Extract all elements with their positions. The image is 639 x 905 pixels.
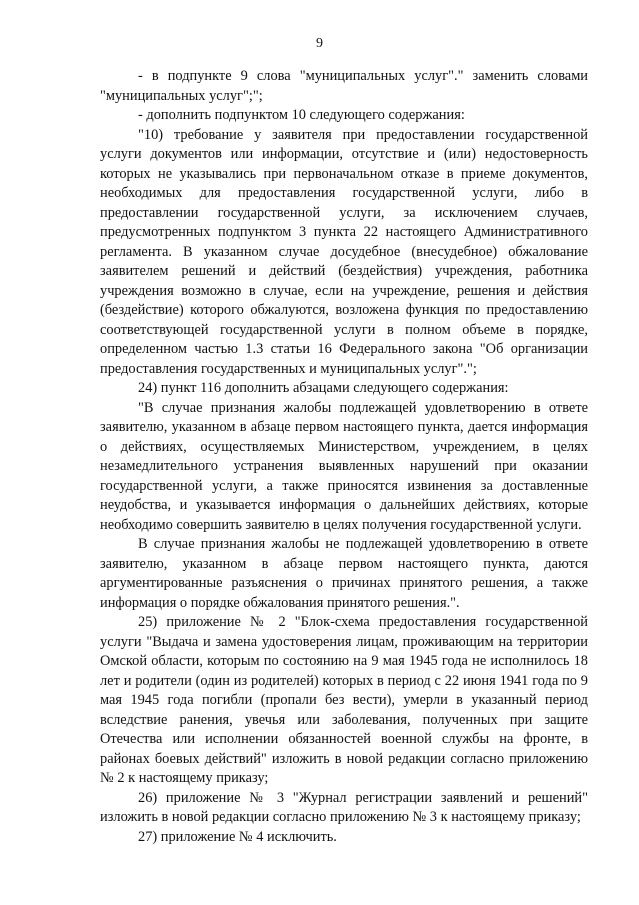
paragraph-item-26: 26) приложение № 3 "Журнал регистрации заявлений и решений" изложить в новой редакции согласно приложению № 3 к настоящему приказу; — [100, 789, 588, 825]
paragraph-subitem-10-text: "10) требование у заявителя при предоставлении государственной услуги документов или информации, отсутствие и (или) недостоверность которых не указывались при первоначальном отказе в приеме документов, необходимых для предоставления государственной услуги, либо в предоставлении государственной услуги, за исключением случаев, предусмотренных подпунктом 3 пункта 22 настоящего Административного регламента. В указанном случае досудебное (внесудебное) обжалование заявителем решений и действий (бездействия) учреждения, работника учреждения возможно в случае, если на учреждение, решения и действия (бездействие) которого обжалуются, возложена функция по предоставлению соответствующей государственной услуги в полном объеме в порядке, определенном частью 1.3 статьи 16 Федерального закона "Об организации предоставления государственных и муниципальных услуг"."; — [100, 126, 588, 377]
paragraph-add-subitem-10: - дополнить подпунктом 10 следующего содержания: — [138, 107, 465, 123]
document-body — [100, 67, 588, 847]
paragraph-subitem-9-amendment: - в подпункте 9 слова "муниципальных услуг"." заменить словами "муниципальных услуг";"; — [100, 68, 588, 104]
paragraph-complaint-upheld: "В случае признания жалобы подлежащей удовлетворению в ответе заявителю, указанном в абзаце первом настоящего пункта, дается информация о действиях, осуществляемых Министерством, учреждением, в целях незамедлительного устранения выявленных нарушений при оказании государственной услуги, а также приносятся извинения за доставленные неудобства, и указывается информация о дальнейших действиях, которые необходимо совершить заявителю в целях получения государственной услуги. — [100, 399, 588, 533]
paragraph-complaint-rejected: В случае признания жалобы не подлежащей удовлетворению в ответе заявителю, указанном в абзаце первом настоящего пункта, даются аргументированные разъяснения о причинах принятого решения, а также информация о порядке обжалования принятого решения.". — [100, 536, 588, 611]
paragraph-item-24: 24) пункт 116 дополнить абзацами следующего содержания: — [138, 380, 509, 396]
paragraph-item-27: 27) приложение № 4 исключить. — [138, 828, 337, 845]
page-number: 9 — [316, 36, 323, 51]
paragraph-item-25: 25) приложение № 2 "Блок-схема предоставления государственной услуги "Выдача и замена удостоверения лицам, проживающим на территории Омской области, которым по состоянию на 9 мая 1945 года не исполнилось 18 лет и родители (один из родителей) которых в период с 22 июня 1941 года по 9 мая 1945 года погибли (пропали без вести), умерли в указанный период вследствие ранения, увечья или заболевания, полученных при защите Отечества или исполнении обязанностей военной службы на фронте, в районах боевых действий" изложить в новой редакции согласно приложению № 2 к настоящему приказу; — [100, 614, 588, 786]
